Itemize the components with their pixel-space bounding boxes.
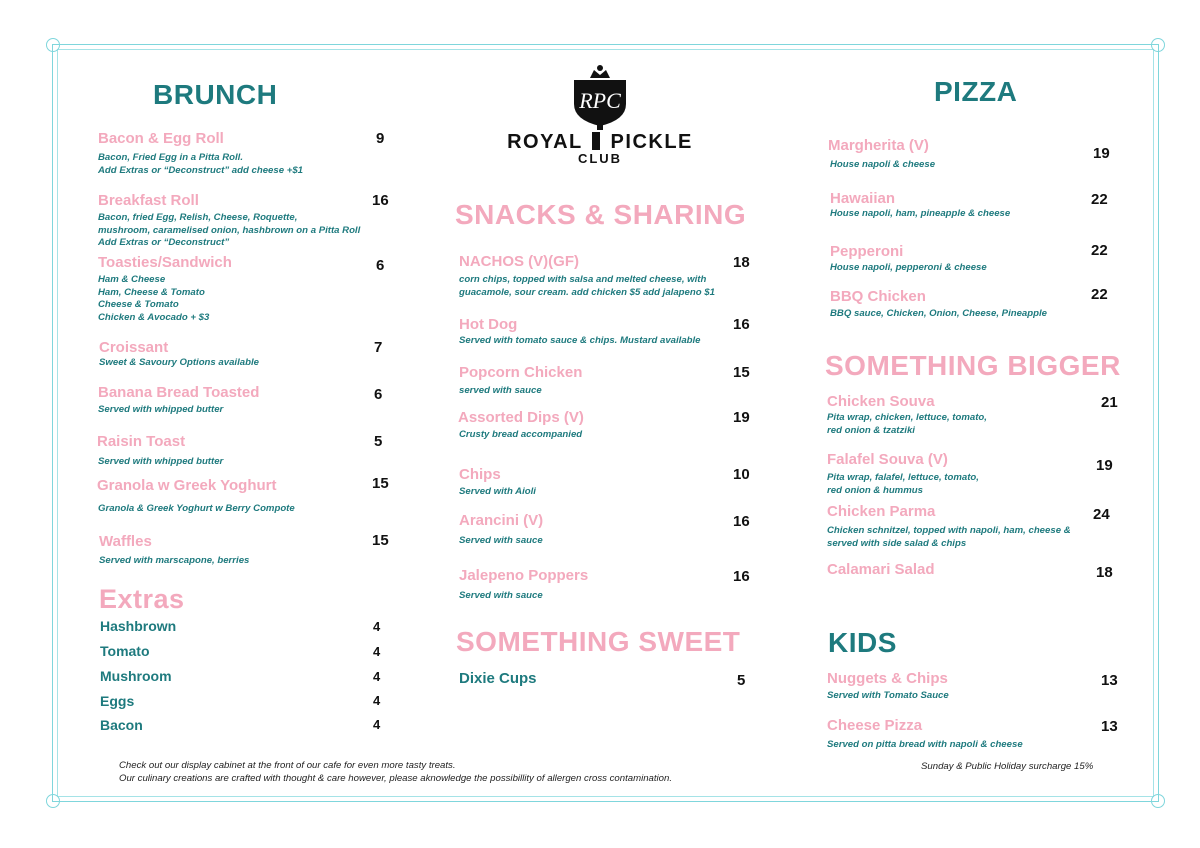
brunch-item-name: Waffles [99,533,152,550]
extras-item-name: Mushroom [100,668,172,684]
extras-heading: Extras [99,584,185,614]
kids-item-description: Served on pitta bread with napoli & cheese [827,739,1023,750]
snacks-item-name: Popcorn Chicken [459,364,583,381]
bigger-item-price: 24 [1093,506,1110,523]
kids-item-name: Cheese Pizza [827,717,923,734]
description-line: corn chips, topped with salsa and melted cheese, with [459,274,707,285]
logo-paddle-divider [592,132,600,150]
snacks-item-price: 16 [733,513,750,530]
snacks-item-price: 16 [733,568,750,585]
description-line: Bacon, Fried Egg in a Pitta Roll. [98,152,243,163]
brunch-item-description [98,212,360,250]
kids-item-name: Nuggets & Chips [827,670,948,687]
pizza-item-description: House napoli, pepperoni & cheese [830,262,987,273]
snacks-item-name: NACHOS (V)(GF) [459,253,579,270]
snacks-item-description: served with sauce [459,385,542,396]
snacks-item-price: 15 [733,364,750,381]
bigger-item-name: Calamari Salad [827,561,935,578]
bigger-item-name: Falafel Souva (V) [827,451,948,468]
border-corner-ornament [46,794,60,808]
extras-item-name: Bacon [100,717,143,733]
extras-item-name: Hashbrown [100,618,177,634]
snacks-heading: SNACKS & SHARING [455,199,747,230]
description-line: Cheese & Tomato [98,299,179,310]
description-line: Add Extras or “Deconstruct” add cheese +$1 [98,164,304,176]
bigger-item-price: 19 [1096,457,1113,474]
snacks-item-price: 19 [733,409,750,426]
description-line: red onion & hummus [827,484,923,496]
snacks-item-name: Chips [459,466,501,483]
logo-club: CLUB [577,151,623,166]
brunch-item-name: Bacon & Egg Roll [98,130,224,147]
description-line: mushroom, caramelised onion, hashbrown on a Pitta Roll [98,224,361,236]
pizza-item-name: Pepperoni [830,243,904,260]
extras-item-name: Eggs [100,693,135,709]
border-corner-ornament [1151,794,1165,808]
brunch-item-description [98,274,209,324]
logo-wordmark [502,132,698,152]
bigger-item-name: Chicken Parma [827,503,936,520]
brunch-item-description: Served with whipped butter [98,404,224,415]
pizza-item-price: 22 [1091,191,1108,208]
description-line: red onion & tzatziki [827,424,915,436]
extras-item-price: 4 [373,644,381,659]
sweet-heading: SOMETHING SWEET [456,626,741,657]
surcharge-note: Sunday & Public Holiday surcharge 15% [921,761,1094,772]
border-corner-ornament [1151,38,1165,52]
description-line: Ham, Cheese & Tomato [98,286,205,298]
snacks-item-description: Crusty bread accompanied [459,429,583,440]
description-line: Ham & Cheese [98,274,166,285]
royal-pickle-club-logo [502,64,698,176]
pizza-item-price: 22 [1091,242,1108,259]
description-line: served with side salad & chips [827,537,967,549]
brunch-item-description: Granola & Greek Yoghurt w Berry Compote [98,503,295,514]
snacks-item-price: 18 [733,254,750,271]
sweet-item-price: 5 [737,672,746,689]
bigger-item-description [827,472,979,497]
brunch-item-name: Granola w Greek Yoghurt [97,477,277,494]
brunch-item-price: 16 [372,192,389,209]
snacks-item-description: Served with Aioli [459,486,536,497]
bigger-item-name: Chicken Souva [827,393,935,410]
bigger-item-description [827,412,987,437]
description-line: Add Extras or “Deconstruct” [98,237,230,248]
brunch-item-price: 6 [374,386,383,403]
brunch-item-name: Breakfast Roll [98,192,199,209]
border-corner-ornament [46,38,60,52]
description-line: guacamole, sour cream. add chicken $5 add jalapeno $1 [459,286,715,298]
kids-item-price: 13 [1101,718,1118,735]
brunch-item-price: 15 [372,475,389,492]
description-line: Bacon, fried Egg, Relish, Cheese, Roquette, [98,212,298,223]
footer-note [119,759,672,785]
pizza-item-description: House napoli & cheese [830,159,936,170]
brunch-item-description: Sweet & Savoury Options available [99,357,259,368]
description-line: Chicken schnitzel, topped with napoli, ham, cheese & [827,525,1071,536]
snacks-item-description: Served with tomato sauce & chips. Mustard available [459,335,701,346]
logo-name-right: PICKLE [610,131,693,153]
snacks-item-price: 10 [733,466,750,483]
brunch-item-description: Served with whipped butter [98,456,224,467]
brunch-item-name: Raisin Toast [97,433,186,450]
snacks-item-name: Hot Dog [459,316,518,333]
description-line: Pita wrap, chicken, lettuce, tomato, [827,412,987,423]
pizza-item-description: BBQ sauce, Chicken, Onion, Cheese, Pineapple [830,308,1047,319]
brunch-item-name: Banana Bread Toasted [98,384,260,401]
footer-line: Check out our display cabinet at the front of our cafe for even more tasty treats. [119,760,456,771]
footer-line: Our culinary creations are crafted with thought & care however, please aknowledge the possibillity of allergen cross contamination. [119,773,673,784]
brunch-item-name: Croissant [99,339,169,356]
brunch-item-price: 7 [374,339,383,356]
extras-item-name: Tomato [100,643,150,659]
pizza-item-price: 22 [1091,286,1108,303]
snacks-item-price: 16 [733,316,750,333]
pizza-item-price: 19 [1093,145,1110,162]
brunch-item-price: 5 [374,433,383,450]
bigger-item-price: 18 [1096,564,1113,581]
brunch-item-price: 6 [376,257,385,274]
logo-name-left: ROYAL [507,131,583,153]
bigger-heading: SOMETHING BIGGER [825,350,1121,381]
kids-heading: KIDS [828,627,897,658]
snacks-item-description [459,274,715,299]
extras-item-price: 4 [373,693,381,708]
kids-item-price: 13 [1101,672,1118,689]
pizza-heading: PIZZA [934,76,1018,107]
brunch-item-price: 15 [372,532,389,549]
description-line: Pita wrap, falafel, lettuce, tomato, [827,472,979,483]
snacks-item-description: Served with sauce [459,590,543,601]
snacks-item-name: Arancini (V) [459,512,544,529]
brunch-item-name: Toasties/Sandwich [98,254,232,271]
sweet-item-name: Dixie Cups [459,670,537,687]
brunch-item-price: 9 [376,130,385,147]
logo-monogram: RPC [579,88,621,113]
brunch-item-description: Served with marscapone, berries [99,555,250,566]
crest-icon [568,64,632,130]
description-line: Chicken & Avocado + $3 [98,311,210,323]
extras-item-price: 4 [373,717,381,732]
bigger-item-price: 21 [1101,394,1118,411]
brunch-item-description [98,152,303,177]
extras-item-price: 4 [373,619,381,634]
kids-item-description: Served with Tomato Sauce [827,690,949,701]
snacks-item-description: Served with sauce [459,535,543,546]
extras-item-price: 4 [373,669,381,684]
snacks-item-name: Assorted Dips (V) [458,409,584,426]
pizza-item-name: BBQ Chicken [830,288,926,305]
brunch-heading: BRUNCH [153,79,278,110]
pizza-item-name: Hawaiian [830,190,896,207]
pizza-item-name: Margherita (V) [828,137,929,154]
snacks-item-name: Jalepeno Poppers [459,567,589,584]
bigger-item-description [827,525,1071,550]
pizza-item-description: House napoli, ham, pineapple & cheese [830,208,1011,219]
